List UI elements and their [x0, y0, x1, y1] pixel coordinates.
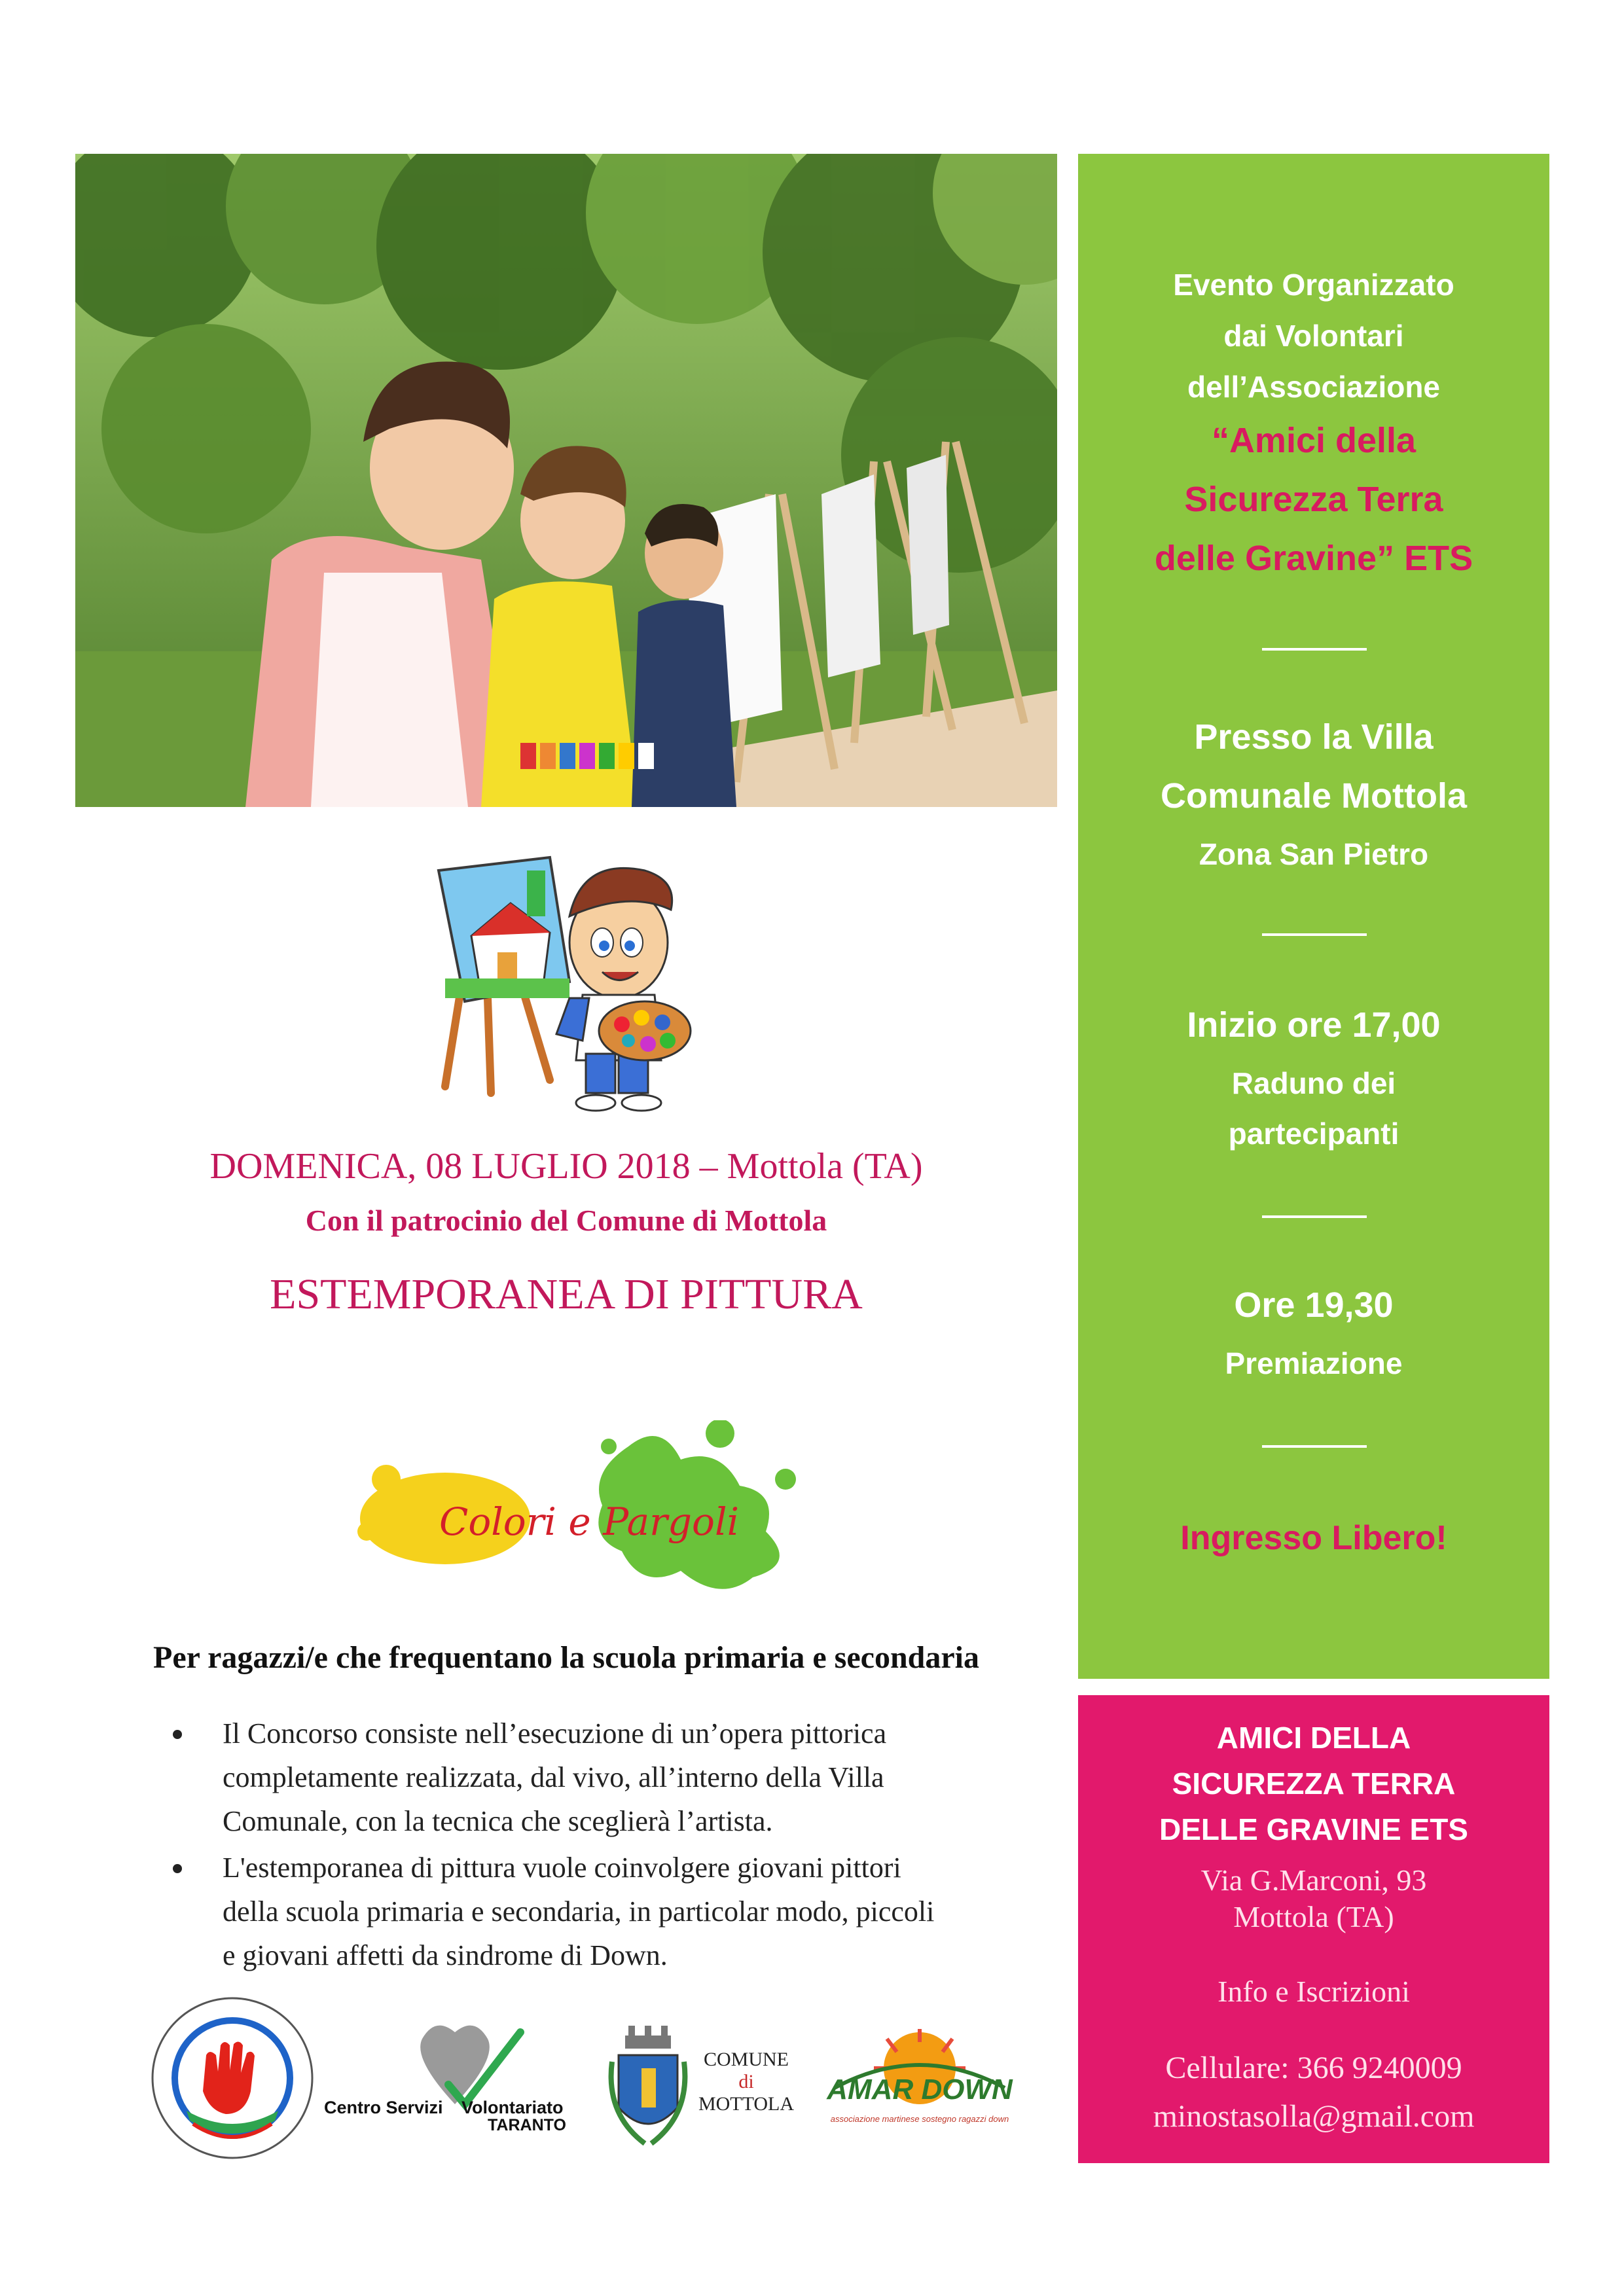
csv-line-3: TARANTO [488, 2116, 566, 2134]
colori-e-pargoli-text: Colori e Pargoli [439, 1499, 740, 1544]
address-line-2: Mottola (TA) [1233, 1900, 1394, 1933]
patronage-line: Con il patrocinio del Comune di Mottola [305, 1204, 827, 1237]
contact-name-line-3: DELLE GRAVINE ETS [1159, 1812, 1468, 1846]
venue-line-1: Presso la Villa [1194, 717, 1434, 757]
separator-2 [1262, 933, 1367, 936]
event-title: ESTEMPORANEA DI PITTURA [270, 1270, 863, 1318]
amar-down-text: AMAR DOWN [827, 2073, 1013, 2106]
cartoon-painter-illustration [419, 844, 694, 1113]
bullet-2-line-1: L'estemporanea di pittura vuole coinvolgere giovani pittori [223, 1852, 901, 1884]
bullet-1-line-2: completamente realizzata, dal vivo, all’interno della Villa [223, 1761, 884, 1793]
association-name-line-1: “Amici della [1211, 421, 1416, 460]
organizer-line-2: dai Volontari [1223, 319, 1404, 353]
bullet-icon [173, 1730, 182, 1739]
award-label: Premiazione [1225, 1346, 1403, 1380]
colori-e-pargoli-logo [353, 1420, 812, 1597]
separator-4 [1262, 1445, 1367, 1448]
address-line-1: Via G.Marconi, 93 [1200, 1863, 1427, 1897]
venue-line-3: Zona San Pietro [1199, 837, 1429, 871]
info-label: Info e Iscrizioni [1218, 1975, 1410, 2008]
association-name-line-2: Sicurezza Terra [1184, 480, 1443, 519]
comune-mottola-label [691, 2049, 802, 2115]
bullet-2-line-3: e giovani affetti da sindrome di Down. [223, 1939, 668, 1971]
csv-line-2: Volontariato [461, 2098, 564, 2117]
bullet-icon [173, 1864, 182, 1873]
start-time: Inizio ore 17,00 [1187, 1005, 1441, 1045]
free-entry: Ingresso Libero! [1180, 1519, 1447, 1557]
contact-name-line-1: AMICI DELLA [1216, 1721, 1411, 1755]
venue-line-2: Comunale Mottola [1161, 776, 1467, 816]
comune-line-2: di [738, 2071, 754, 2092]
amar-down-subtitle: associazione martinese sostegno ragazzi down [830, 2114, 1009, 2124]
association-name-line-3: delle Gravine” ETS [1154, 539, 1473, 578]
bullet-2-line-2: della scuola primaria e secondaria, in particolar modo, piccoli [223, 1895, 935, 1928]
contest-details-list [157, 1712, 1060, 1980]
association-seal-logo [147, 1993, 317, 2163]
organizer-line-1: Evento Organizzato [1173, 268, 1454, 302]
bullet-1-line-1: Il Concorso consiste nell’esecuzione di un’opera pittorica [223, 1717, 887, 1749]
award-time: Ore 19,30 [1234, 1285, 1394, 1325]
list-item [157, 1846, 1060, 1977]
amar-down-logo [808, 2029, 1031, 2140]
separator-1 [1262, 648, 1367, 651]
gathering-line-1: Raduno dei [1231, 1066, 1396, 1100]
hero-photo-children-painting [75, 154, 1057, 807]
bullet-1-line-3: Comunale, con la tecnica che sceglierà l’artista. [223, 1805, 773, 1837]
phone-number[interactable]: Cellulare: 366 9240009 [1165, 2051, 1462, 2085]
separator-3 [1262, 1215, 1367, 1218]
contact-name-line-2: SICUREZZA TERRA [1172, 1767, 1456, 1801]
email-address[interactable]: minostasolla@gmail.com [1153, 2099, 1475, 2134]
list-item [157, 1712, 1060, 1843]
comune-line-1: COMUNE [703, 2049, 789, 2070]
event-date-location: DOMENICA, 08 LUGLIO 2018 – Mottola (TA) [209, 1146, 923, 1187]
csv-line-1: Centro Servizi [324, 2098, 443, 2117]
csv-taranto-logo [324, 2019, 599, 2134]
audience-line: Per ragazzi/e che frequentano la scuola primaria e secondaria [153, 1640, 979, 1675]
gathering-line-2: partecipanti [1228, 1117, 1399, 1151]
comune-line-3: MOTTOLA [698, 2093, 795, 2115]
organizer-line-3: dell’Associazione [1187, 370, 1440, 404]
mottola-coat-of-arms-icon [605, 2022, 691, 2153]
